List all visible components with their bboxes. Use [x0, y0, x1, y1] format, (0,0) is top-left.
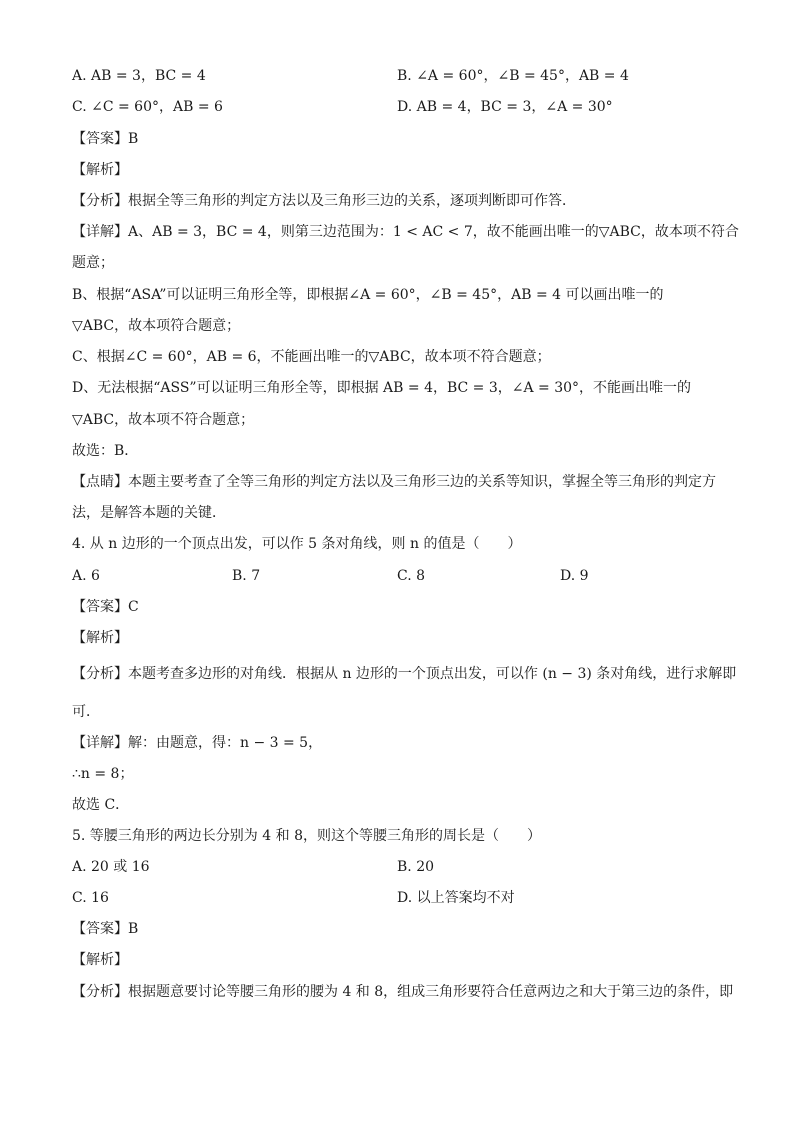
q3-detail-line-1: 【详解】A、AB = 3，BC = 4，则第三边范围为：1 < AC < 7，故不能画出唯一的▽ABC，故本项不符合: [72, 224, 739, 240]
q3-detail-c: C、根据∠C = 60°，AB = 6，不能画出唯一的▽ABC，故本项不符合题意；: [72, 349, 551, 365]
q5-option-a: A. 20 或 16: [72, 859, 150, 875]
q3-comment-line-2: 法，是解答本题的关键．: [72, 505, 226, 521]
q3-detail-line-2: 题意；: [72, 255, 114, 271]
q5-option-b: B. 20: [397, 859, 435, 875]
q4-option-c: C. 8: [397, 568, 426, 584]
q4-choice: 故选 C．: [72, 797, 130, 813]
q4-answer: 【答案】C: [72, 599, 139, 615]
q5-analysis-heading: 【解析】: [72, 952, 128, 968]
q3-choice: 故选：B．: [72, 443, 139, 459]
q4-analysis-line-1: 【分析】本题考查多边形的对角线．根据从 n 边形的一个顶点出发，可以作 (n − 3) 条对角线，进行求解即: [72, 666, 737, 682]
q4-analysis-line-2: 可．: [72, 704, 100, 720]
q4-option-a: A. 6: [72, 568, 100, 584]
q3-detail-d-line-1: D、无法根据“ASS”可以证明三角形全等，即根据 AB = 4，BC = 3，∠A = 30°，不能画出唯一的: [72, 380, 692, 396]
q3-option-c: C. ∠C = 60°，AB = 6: [72, 99, 223, 115]
q3-detail-b-line-2: ▽ABC，故本项符合题意；: [72, 318, 241, 334]
q3-answer: 【答案】B: [72, 131, 139, 147]
q4-stem: 4. 从 n 边形的一个顶点出发，可以作 5 条对角线，则 n 的值是（ ）: [72, 536, 522, 552]
q3-comment-line-1: 【点睛】本题主要考查了全等三角形的判定方法以及三角形三边的关系等知识，掌握全等三角形的判定方: [72, 474, 716, 490]
q3-option-a: A. AB = 3，BC = 4: [72, 68, 206, 84]
q3-detail-b-line-1: B、根据“ASA”可以证明三角形全等，即根据∠A = 60°，∠B = 45°，AB = 4 可以画出唯一的: [72, 287, 664, 303]
q3-analysis: 【分析】根据全等三角形的判定方法以及三角形三边的关系，逐项判断即可作答．: [72, 193, 576, 209]
q5-analysis: 【分析】根据题意要讨论等腰三角形的腰为 4 和 8，组成三角形要符合任意两边之和大于第三边的条件，即: [72, 984, 734, 1000]
q5-answer: 【答案】B: [72, 921, 139, 937]
q3-option-d: D. AB = 4，BC = 3，∠A = 30°: [397, 99, 613, 115]
q5-option-c: C. 16: [72, 890, 109, 906]
q3-analysis-heading: 【解析】: [72, 162, 128, 178]
q5-option-d: D. 以上答案均不对: [397, 890, 515, 906]
q5-stem: 5. 等腰三角形的两边长分别为 4 和 8，则这个等腰三角形的周长是（ ）: [72, 828, 541, 844]
q4-option-d: D. 9: [560, 568, 589, 584]
q3-detail-d-line-2: ▽ABC，故本项不符合题意；: [72, 412, 255, 428]
q4-detail: 【详解】解：由题意，得：n − 3 = 5，: [72, 735, 323, 751]
q4-therefore: ∴n = 8；: [72, 766, 134, 782]
q4-option-b: B. 7: [232, 568, 261, 584]
q3-option-b: B. ∠A = 60°，∠B = 45°，AB = 4: [397, 68, 629, 84]
q4-analysis-heading: 【解析】: [72, 630, 128, 646]
